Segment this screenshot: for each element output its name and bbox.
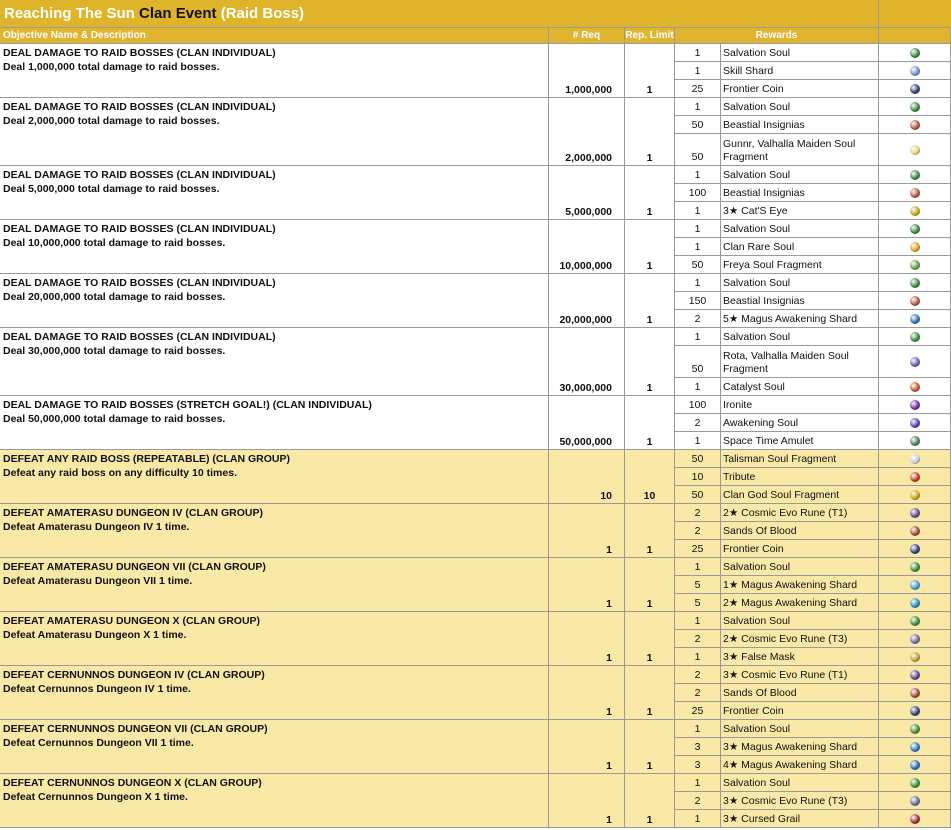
objective-description: Deal 1,000,000 total damage to raid bosses.: [3, 61, 220, 73]
reward-quantity: 1: [675, 648, 721, 666]
reward-quantity: 50: [675, 116, 721, 134]
objective-description: Defeat any raid boss on any difficulty 10 times.: [3, 467, 237, 479]
objective-description: Defeat Amaterasu Dungeon IV 1 time.: [3, 521, 190, 533]
objective-description: Deal 10,000,000 total damage to raid bosses.: [3, 237, 226, 249]
header-req: # Req: [549, 28, 625, 44]
magus-shard-icon: [910, 314, 920, 324]
repeat-limit: 1: [625, 274, 675, 328]
reward-quantity: 1: [675, 774, 721, 792]
reward-icon-cell: [879, 702, 951, 720]
repeat-limit: 1: [625, 558, 675, 612]
reward-name: 2★ Magus Awakening Shard: [721, 594, 879, 612]
rota-fragment-icon: [910, 357, 920, 367]
reward-icon-cell: [879, 62, 951, 80]
objective-cell: [0, 274, 549, 328]
objective-cell: [0, 166, 549, 220]
cosmic-rune-icon: [910, 634, 920, 644]
objective-name: DEAL DAMAGE TO RAID BOSSES (CLAN INDIVIDUAL): [3, 47, 276, 59]
objective-cell: [0, 220, 549, 274]
reward-quantity: 1: [675, 220, 721, 238]
reward-icon-cell: [879, 202, 951, 220]
reward-icon-cell: [879, 558, 951, 576]
salvation-soul-icon: [910, 102, 920, 112]
reward-icon-cell: [879, 396, 951, 414]
reward-quantity: 1: [675, 612, 721, 630]
reward-icon-cell: [879, 756, 951, 774]
reward-name: Salvation Soul: [721, 274, 879, 292]
reward-icon-cell: [879, 468, 951, 486]
reward-name: Space Time Amulet: [721, 432, 879, 450]
objective-description: Deal 2,000,000 total damage to raid bosses.: [3, 115, 220, 127]
reward-name: Salvation Soul: [721, 98, 879, 116]
beastial-insignia-icon: [910, 188, 920, 198]
reward-icon-cell: [879, 792, 951, 810]
ironite-icon: [910, 400, 920, 410]
objective-description: Deal 50,000,000 total damage to raid bosses.: [3, 413, 226, 425]
repeat-limit: 1: [625, 328, 675, 396]
objective-name: DEAL DAMAGE TO RAID BOSSES (STRETCH GOAL!) (CLAN INDIVIDUAL): [3, 399, 372, 411]
required-count: 1: [549, 720, 625, 774]
reward-icon-cell: [879, 486, 951, 504]
reward-name: 1★ Magus Awakening Shard: [721, 576, 879, 594]
objective-cell: [0, 328, 549, 396]
reward-name: 2★ Cosmic Evo Rune (T1): [721, 504, 879, 522]
reward-quantity: 100: [675, 184, 721, 202]
repeat-limit: 1: [625, 98, 675, 166]
reward-quantity: 2: [675, 792, 721, 810]
objective-cell: [0, 666, 549, 720]
clan-god-fragment-icon: [910, 490, 920, 500]
title-event-name: Reaching The Sun: [4, 5, 140, 22]
reward-name: Salvation Soul: [721, 166, 879, 184]
objective-cell: [0, 504, 549, 558]
title-side-cell: [879, 0, 951, 28]
false-mask-icon: [910, 652, 920, 662]
reward-quantity: 2: [675, 630, 721, 648]
reward-quantity: 2: [675, 522, 721, 540]
reward-quantity: 1: [675, 238, 721, 256]
objective-name: DEAL DAMAGE TO RAID BOSSES (CLAN INDIVIDUAL): [3, 331, 276, 343]
title-event-mode: (Raid Boss): [220, 5, 305, 22]
required-count: 1,000,000: [549, 44, 625, 98]
repeat-limit: 1: [625, 504, 675, 558]
reward-quantity: 1: [675, 810, 721, 828]
magus-shard-icon: [910, 598, 920, 608]
reward-icon-cell: [879, 310, 951, 328]
reward-icon-cell: [879, 666, 951, 684]
objective-name: DEFEAT ANY RAID BOSS (REPEATABLE) (CLAN GROUP): [3, 453, 291, 465]
reward-quantity: 1: [675, 44, 721, 62]
repeat-limit: 1: [625, 666, 675, 720]
required-count: 5,000,000: [549, 166, 625, 220]
required-count: 1: [549, 612, 625, 666]
magus-shard-icon: [910, 580, 920, 590]
reward-icon-cell: [879, 292, 951, 310]
reward-name: Skill Shard: [721, 62, 879, 80]
reward-quantity: 1: [675, 328, 721, 346]
reward-icon-cell: [879, 184, 951, 202]
required-count: 1: [549, 774, 625, 828]
objective-cell: [0, 720, 549, 774]
reward-name: Clan God Soul Fragment: [721, 486, 879, 504]
repeat-limit: 1: [625, 166, 675, 220]
reward-icon-cell: [879, 256, 951, 274]
reward-name: Tribute: [721, 468, 879, 486]
reward-icon-cell: [879, 774, 951, 792]
objective-cell: [0, 558, 549, 612]
reward-icon-cell: [879, 504, 951, 522]
reward-quantity: 1: [675, 274, 721, 292]
reward-name: Frontier Coin: [721, 702, 879, 720]
reward-icon-cell: [879, 80, 951, 98]
salvation-soul-icon: [910, 778, 920, 788]
reward-quantity: 25: [675, 540, 721, 558]
reward-name: 3★ Magus Awakening Shard: [721, 738, 879, 756]
sands-of-blood-icon: [910, 526, 920, 536]
awakening-soul-icon: [910, 418, 920, 428]
required-count: 10,000,000: [549, 220, 625, 274]
header-icon-col: [879, 28, 951, 44]
objective-cell: [0, 396, 549, 450]
objective-name: DEFEAT CERNUNNOS DUNGEON IV (CLAN GROUP): [3, 669, 265, 681]
objective-description: Defeat Amaterasu Dungeon X 1 time.: [3, 629, 187, 641]
repeat-limit: 1: [625, 774, 675, 828]
reward-icon-cell: [879, 738, 951, 756]
repeat-limit: 10: [625, 450, 675, 504]
reward-icon-cell: [879, 432, 951, 450]
reward-quantity: 2: [675, 666, 721, 684]
reward-quantity: 50: [675, 256, 721, 274]
tribute-icon: [910, 472, 920, 482]
objective-cell: [0, 774, 549, 828]
reward-quantity: 2: [675, 684, 721, 702]
cosmic-rune-icon: [910, 670, 920, 680]
reward-name: Beastial Insignias: [721, 184, 879, 202]
reward-quantity: 1: [675, 558, 721, 576]
cosmic-rune-icon: [910, 508, 920, 518]
required-count: 10: [549, 450, 625, 504]
salvation-soul-icon: [910, 332, 920, 342]
reward-name: 3★ Cosmic Evo Rune (T3): [721, 792, 879, 810]
salvation-soul-icon: [910, 562, 920, 572]
reward-icon-cell: [879, 450, 951, 468]
salvation-soul-icon: [910, 724, 920, 734]
objective-name: DEAL DAMAGE TO RAID BOSSES (CLAN INDIVIDUAL): [3, 277, 276, 289]
frontier-coin-icon: [910, 544, 920, 554]
space-time-amulet-icon: [910, 436, 920, 446]
reward-quantity: 50: [675, 486, 721, 504]
objective-name: DEFEAT AMATERASU DUNGEON IV (CLAN GROUP): [3, 507, 263, 519]
reward-name: Frontier Coin: [721, 80, 879, 98]
reward-name: Salvation Soul: [721, 328, 879, 346]
title-event-type: Clan Event: [139, 5, 221, 22]
reward-quantity: 1: [675, 378, 721, 396]
objective-name: DEFEAT CERNUNNOS DUNGEON X (CLAN GROUP): [3, 777, 262, 789]
reward-icon-cell: [879, 378, 951, 396]
reward-name: Salvation Soul: [721, 220, 879, 238]
reward-quantity: 3: [675, 756, 721, 774]
required-count: 1: [549, 666, 625, 720]
repeat-limit: 1: [625, 720, 675, 774]
repeat-limit: 1: [625, 220, 675, 274]
reward-quantity: 1: [675, 720, 721, 738]
reward-quantity: 1: [675, 98, 721, 116]
objective-name: DEFEAT AMATERASU DUNGEON X (CLAN GROUP): [3, 615, 261, 627]
objective-description: Defeat Amaterasu Dungeon VII 1 time.: [3, 575, 193, 587]
reward-icon-cell: [879, 328, 951, 346]
reward-quantity: 1: [675, 432, 721, 450]
reward-icon-cell: [879, 220, 951, 238]
reward-icon-cell: [879, 810, 951, 828]
reward-quantity: 1: [675, 166, 721, 184]
reward-quantity: 100: [675, 396, 721, 414]
talisman-fragment-icon: [910, 454, 920, 464]
reward-icon-cell: [879, 576, 951, 594]
reward-name: 2★ Cosmic Evo Rune (T3): [721, 630, 879, 648]
reward-name: Beastial Insignias: [721, 116, 879, 134]
reward-name: 3★ Cosmic Evo Rune (T1): [721, 666, 879, 684]
reward-name: Gunnr, Valhalla Maiden Soul Fragment: [721, 134, 879, 166]
repeat-limit: 1: [625, 396, 675, 450]
reward-name: Catalyst Soul: [721, 378, 879, 396]
header-limit: Rep. Limit: [625, 28, 675, 44]
reward-name: Salvation Soul: [721, 558, 879, 576]
objective-name: DEAL DAMAGE TO RAID BOSSES (CLAN INDIVIDUAL): [3, 169, 276, 181]
reward-quantity: 25: [675, 80, 721, 98]
gunnr-fragment-icon: [910, 145, 920, 155]
reward-icon-cell: [879, 238, 951, 256]
repeat-limit: 1: [625, 612, 675, 666]
objective-description: Defeat Cernunnos Dungeon VII 1 time.: [3, 737, 194, 749]
reward-quantity: 2: [675, 414, 721, 432]
reward-name: Salvation Soul: [721, 720, 879, 738]
header-rewards: Rewards: [675, 28, 879, 44]
reward-icon-cell: [879, 540, 951, 558]
objective-cell: [0, 44, 549, 98]
reward-quantity: 1: [675, 62, 721, 80]
objective-cell: [0, 98, 549, 166]
objective-name: DEAL DAMAGE TO RAID BOSSES (CLAN INDIVIDUAL): [3, 223, 276, 235]
reward-icon-cell: [879, 116, 951, 134]
header-objective: Objective Name & Description: [0, 28, 549, 44]
reward-icon-cell: [879, 44, 951, 62]
reward-icon-cell: [879, 346, 951, 378]
reward-quantity: 10: [675, 468, 721, 486]
objective-name: DEFEAT AMATERASU DUNGEON VII (CLAN GROUP): [3, 561, 266, 573]
sands-of-blood-icon: [910, 688, 920, 698]
magus-shard-icon: [910, 742, 920, 752]
reward-quantity: 150: [675, 292, 721, 310]
objective-cell: [0, 450, 549, 504]
salvation-soul-icon: [910, 224, 920, 234]
sheet-title: [0, 0, 879, 28]
objective-name: DEAL DAMAGE TO RAID BOSSES (CLAN INDIVIDUAL): [3, 101, 276, 113]
reward-icon-cell: [879, 612, 951, 630]
reward-icon-cell: [879, 594, 951, 612]
objective-description: Deal 20,000,000 total damage to raid bosses.: [3, 291, 226, 303]
objective-description: Deal 30,000,000 total damage to raid bosses.: [3, 345, 226, 357]
objective-name: DEFEAT CERNUNNOS DUNGEON VII (CLAN GROUP): [3, 723, 268, 735]
reward-name: Freya Soul Fragment: [721, 256, 879, 274]
reward-quantity: 50: [675, 346, 721, 378]
magus-shard-icon: [910, 760, 920, 770]
objective-description: Defeat Cernunnos Dungeon X 1 time.: [3, 791, 188, 803]
cursed-grail-icon: [910, 814, 920, 824]
reward-name: Rota, Valhalla Maiden Soul Fragment: [721, 346, 879, 378]
required-count: 30,000,000: [549, 328, 625, 396]
reward-name: Salvation Soul: [721, 44, 879, 62]
salvation-soul-icon: [910, 616, 920, 626]
reward-icon-cell: [879, 630, 951, 648]
reward-quantity: 2: [675, 504, 721, 522]
reward-quantity: 1: [675, 202, 721, 220]
reward-quantity: 3: [675, 738, 721, 756]
required-count: 20,000,000: [549, 274, 625, 328]
required-count: 50,000,000: [549, 396, 625, 450]
cats-eye-icon: [910, 206, 920, 216]
reward-name: Salvation Soul: [721, 774, 879, 792]
reward-quantity: 25: [675, 702, 721, 720]
reward-quantity: 5: [675, 576, 721, 594]
reward-name: Ironite: [721, 396, 879, 414]
beastial-insignia-icon: [910, 120, 920, 130]
catalyst-soul-icon: [910, 382, 920, 392]
reward-name: Sands Of Blood: [721, 684, 879, 702]
cosmic-rune-icon: [910, 796, 920, 806]
frontier-coin-icon: [910, 84, 920, 94]
reward-name: Salvation Soul: [721, 612, 879, 630]
reward-icon-cell: [879, 684, 951, 702]
reward-name: Beastial Insignias: [721, 292, 879, 310]
reward-name: Awakening Soul: [721, 414, 879, 432]
beastial-insignia-icon: [910, 296, 920, 306]
reward-name: Clan Rare Soul: [721, 238, 879, 256]
objective-cell: [0, 612, 549, 666]
required-count: 1: [549, 558, 625, 612]
reward-icon-cell: [879, 720, 951, 738]
reward-quantity: 2: [675, 310, 721, 328]
required-count: 1: [549, 504, 625, 558]
skill-shard-icon: [910, 66, 920, 76]
salvation-soul-icon: [910, 48, 920, 58]
clan-rare-soul-icon: [910, 242, 920, 252]
repeat-limit: 1: [625, 44, 675, 98]
required-count: 2,000,000: [549, 98, 625, 166]
reward-name: Sands Of Blood: [721, 522, 879, 540]
reward-icon-cell: [879, 522, 951, 540]
objective-description: Deal 5,000,000 total damage to raid bosses.: [3, 183, 220, 195]
reward-icon-cell: [879, 648, 951, 666]
reward-name: 3★ Cursed Grail: [721, 810, 879, 828]
reward-icon-cell: [879, 166, 951, 184]
reward-icon-cell: [879, 414, 951, 432]
reward-name: 3★ Cat'S Eye: [721, 202, 879, 220]
reward-quantity: 5: [675, 594, 721, 612]
salvation-soul-icon: [910, 278, 920, 288]
reward-name: Frontier Coin: [721, 540, 879, 558]
reward-icon-cell: [879, 134, 951, 166]
objective-description: Defeat Cernunnos Dungeon IV 1 time.: [3, 683, 191, 695]
reward-name: 4★ Magus Awakening Shard: [721, 756, 879, 774]
reward-quantity: 50: [675, 450, 721, 468]
reward-quantity: 50: [675, 134, 721, 166]
salvation-soul-icon: [910, 170, 920, 180]
freya-fragment-icon: [910, 260, 920, 270]
reward-name: Talisman Soul Fragment: [721, 450, 879, 468]
reward-icon-cell: [879, 98, 951, 116]
reward-icon-cell: [879, 274, 951, 292]
reward-name: 5★ Magus Awakening Shard: [721, 310, 879, 328]
reward-name: 3★ False Mask: [721, 648, 879, 666]
frontier-coin-icon: [910, 706, 920, 716]
